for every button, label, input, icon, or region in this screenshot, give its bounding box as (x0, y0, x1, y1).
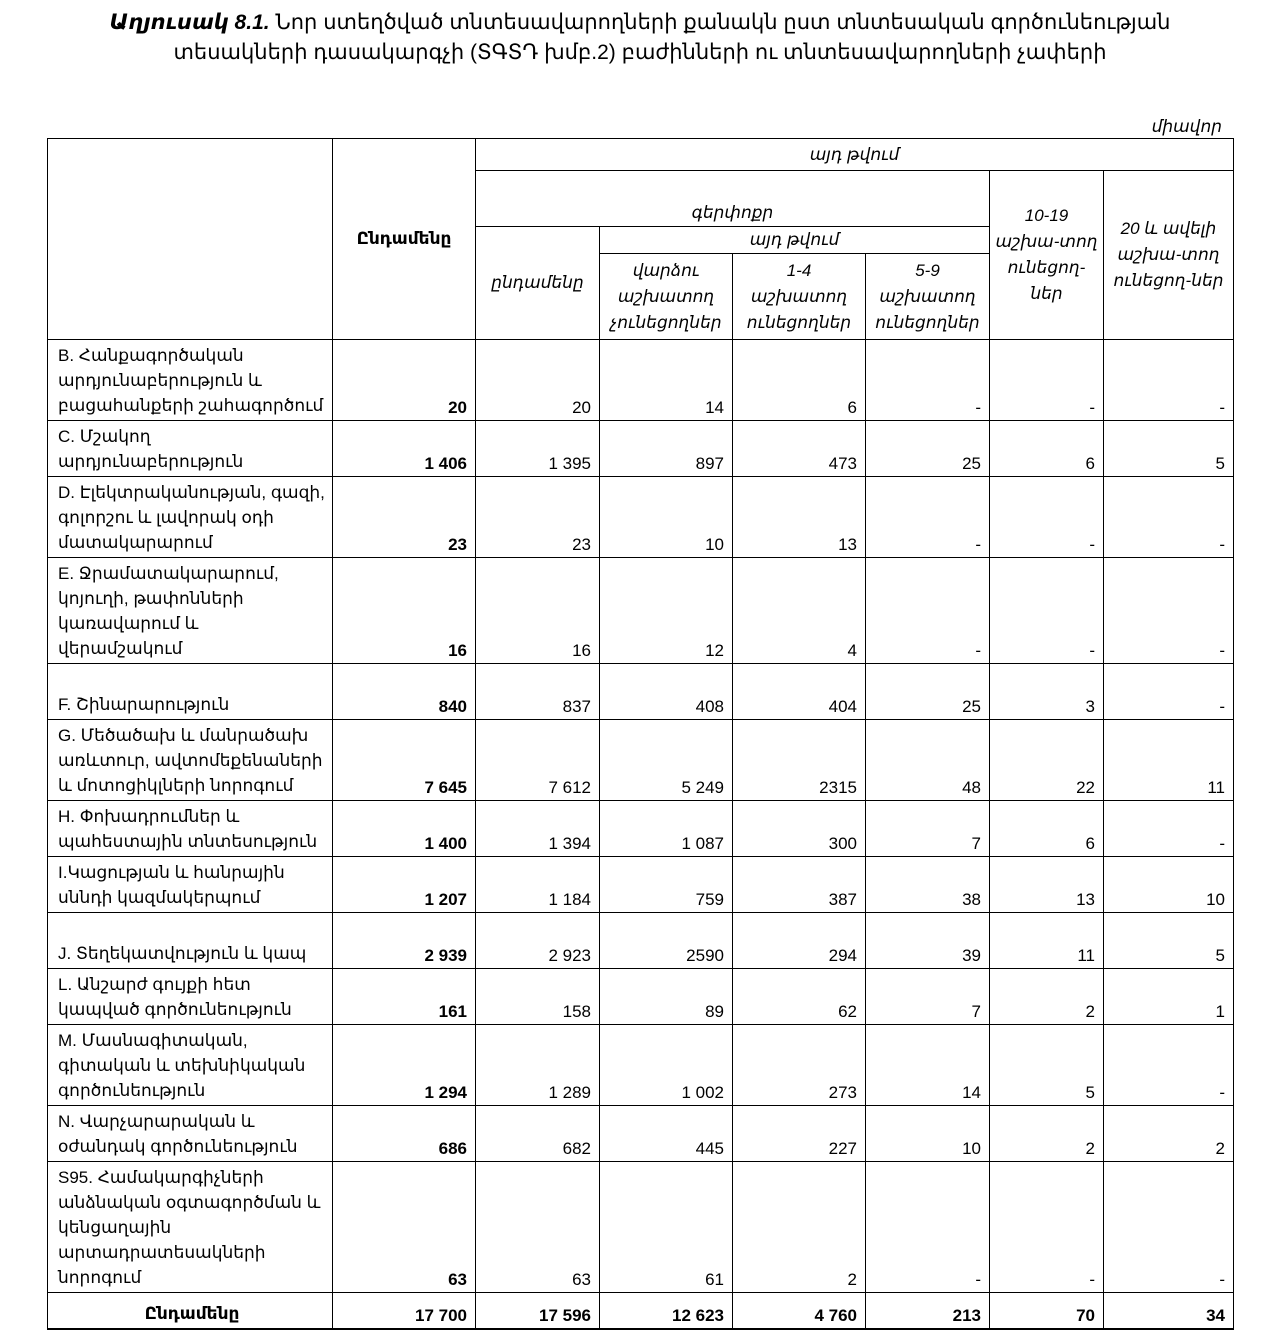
cell-total: 161 (333, 969, 476, 1025)
cell-micro-total: 1 184 (476, 857, 600, 913)
grand-total-micro-total: 17 596 (476, 1293, 600, 1330)
cell-total: 63 (333, 1162, 476, 1293)
cell-10-19: 2 (990, 1106, 1104, 1162)
cell-total: 1 406 (333, 421, 476, 477)
cell-10-19: 5 (990, 1025, 1104, 1106)
cell-no-employees: 10 (600, 477, 733, 558)
cell-no-employees: 89 (600, 969, 733, 1025)
header-10-19: 10-19 աշխա-տող ունեցող-ներ (990, 171, 1104, 340)
table-row (48, 801, 1234, 857)
cell-micro-total: 7 612 (476, 720, 600, 801)
cell-micro-total: 63 (476, 1162, 600, 1293)
cell-1-4: 2 (733, 1162, 866, 1293)
cell-20-plus: - (1104, 340, 1234, 421)
row-label: F. Շինարարություն (48, 664, 333, 720)
cell-1-4: 473 (733, 421, 866, 477)
table-row (48, 1162, 1234, 1293)
cell-no-employees: 61 (600, 1162, 733, 1293)
cell-no-employees: 5 249 (600, 720, 733, 801)
cell-20-plus: 2 (1104, 1106, 1234, 1162)
cell-total: 16 (333, 558, 476, 664)
cell-5-9: - (866, 1162, 990, 1293)
table-number: Աղյուսակ 8.1. (109, 11, 270, 34)
cell-10-19: - (990, 558, 1104, 664)
header-blank (48, 139, 333, 340)
cell-10-19: - (990, 1162, 1104, 1293)
cell-1-4: 62 (733, 969, 866, 1025)
grand-total-label: Ընդամենը (48, 1293, 333, 1330)
cell-1-4: 13 (733, 477, 866, 558)
header-total: Ընդամենը (333, 139, 476, 340)
grand-total-20-plus: 34 (1104, 1293, 1234, 1330)
table-row (48, 913, 1234, 969)
row-label: M. Մասնագիտական, գիտական և տեխնիկական գործունեություն (48, 1025, 333, 1106)
row-label: C. Մշակող արդյունաբերություն (48, 421, 333, 477)
grand-total-total: 17 700 (333, 1293, 476, 1330)
cell-20-plus: 11 (1104, 720, 1234, 801)
grand-total-row (48, 1293, 1234, 1330)
cell-no-employees: 1 087 (600, 801, 733, 857)
cell-5-9: - (866, 340, 990, 421)
cell-total: 840 (333, 664, 476, 720)
cell-20-plus: 10 (1104, 857, 1234, 913)
cell-micro-total: 682 (476, 1106, 600, 1162)
cell-5-9: 7 (866, 801, 990, 857)
row-label: J. Տեղեկատվություն և կապ (48, 913, 333, 969)
cell-no-employees: 445 (600, 1106, 733, 1162)
cell-1-4: 6 (733, 340, 866, 421)
cell-20-plus: - (1104, 664, 1234, 720)
cell-1-4: 387 (733, 857, 866, 913)
header-of-which: այդ թվում (476, 139, 1234, 171)
table-caption: Նոր ստեղծված տնտեսավարողների քանակն ըստ տնտեսական գործունեության տեսակների դասակարգչի (ՏԳՏԴ խմբ.2) բաժինների ու տնտեսավարողների չափերի (173, 11, 1171, 64)
header-of-which-micro: այդ թվում (600, 227, 990, 254)
header-5-9: 5-9 աշխատող ունեցողներ (866, 254, 990, 340)
table-row (48, 720, 1234, 801)
cell-1-4: 404 (733, 664, 866, 720)
cell-10-19: 6 (990, 421, 1104, 477)
grand-total-no-employees: 12 623 (600, 1293, 733, 1330)
cell-no-employees: 1 002 (600, 1025, 733, 1106)
table-row (48, 477, 1234, 558)
cell-total: 2 939 (333, 913, 476, 969)
grand-total-1-4: 4 760 (733, 1293, 866, 1330)
cell-5-9: - (866, 558, 990, 664)
table-row (48, 340, 1234, 421)
table-row (48, 1106, 1234, 1162)
cell-micro-total: 16 (476, 558, 600, 664)
table-title (60, 8, 1220, 68)
cell-20-plus: 5 (1104, 421, 1234, 477)
cell-micro-total: 2 923 (476, 913, 600, 969)
cell-no-employees: 12 (600, 558, 733, 664)
cell-5-9: 38 (866, 857, 990, 913)
row-label: L. Անշարժ գույքի հետ կապված գործունեություն (48, 969, 333, 1025)
cell-10-19: - (990, 477, 1104, 558)
cell-20-plus: - (1104, 1162, 1234, 1293)
row-label: G. Մեծածախ և մանրածախ առևտուր, ավտոմեքենաների և մոտոցիկլների նորոգում (48, 720, 333, 801)
header-micro-total: ընդամենը (476, 227, 600, 340)
cell-total: 7 645 (333, 720, 476, 801)
table-row (48, 1025, 1234, 1106)
row-label: B. Հանքագործական արդյունաբերություն և բացահանքերի շահագործում (48, 340, 333, 421)
cell-no-employees: 14 (600, 340, 733, 421)
table-row (48, 421, 1234, 477)
cell-10-19: 2 (990, 969, 1104, 1025)
cell-1-4: 4 (733, 558, 866, 664)
cell-micro-total: 1 395 (476, 421, 600, 477)
cell-micro-total: 1 289 (476, 1025, 600, 1106)
cell-total: 23 (333, 477, 476, 558)
cell-1-4: 273 (733, 1025, 866, 1106)
grand-total-5-9: 213 (866, 1293, 990, 1330)
row-label: S95. Համակարգիչների անձնական օգտագործման և կենցաղային արտադրատեսակների նորոգում (48, 1162, 333, 1293)
row-label: E. Ջրամատակարարում, կոյուղի, թափոնների կառավարում և վերամշակում (48, 558, 333, 664)
cell-micro-total: 23 (476, 477, 600, 558)
cell-total: 20 (333, 340, 476, 421)
cell-10-19: 6 (990, 801, 1104, 857)
cell-5-9: 7 (866, 969, 990, 1025)
data-table (47, 138, 1234, 1330)
cell-5-9: 48 (866, 720, 990, 801)
cell-no-employees: 408 (600, 664, 733, 720)
cell-1-4: 227 (733, 1106, 866, 1162)
cell-micro-total: 20 (476, 340, 600, 421)
cell-no-employees: 759 (600, 857, 733, 913)
unit-label: միավոր (1151, 117, 1222, 136)
cell-20-plus: - (1104, 477, 1234, 558)
table-row (48, 857, 1234, 913)
cell-5-9: 25 (866, 421, 990, 477)
cell-10-19: 3 (990, 664, 1104, 720)
cell-total: 1 207 (333, 857, 476, 913)
cell-1-4: 300 (733, 801, 866, 857)
cell-20-plus: - (1104, 801, 1234, 857)
cell-10-19: 13 (990, 857, 1104, 913)
header-no-employees: վարձու աշխատող չունեցողներ (600, 254, 733, 340)
table-row (48, 969, 1234, 1025)
row-label: H. Փոխադրումներ և պահեստային տնտեսություն (48, 801, 333, 857)
cell-no-employees: 2590 (600, 913, 733, 969)
cell-10-19: - (990, 340, 1104, 421)
cell-1-4: 2315 (733, 720, 866, 801)
row-label: I.Կացության և հանրային սննդի կազմակերպում (48, 857, 333, 913)
cell-total: 1 294 (333, 1025, 476, 1106)
grand-total-10-19: 70 (990, 1293, 1104, 1330)
cell-micro-total: 837 (476, 664, 600, 720)
cell-total: 686 (333, 1106, 476, 1162)
cell-micro-total: 1 394 (476, 801, 600, 857)
cell-10-19: 11 (990, 913, 1104, 969)
table-row (48, 558, 1234, 664)
cell-5-9: 14 (866, 1025, 990, 1106)
cell-20-plus: 1 (1104, 969, 1234, 1025)
cell-20-plus: 5 (1104, 913, 1234, 969)
cell-1-4: 294 (733, 913, 866, 969)
row-label: N. Վարչարարական և օժանդակ գործունեություն (48, 1106, 333, 1162)
header-20-plus: 20 և ավելի աշխա-տող ունեցող-ներ (1104, 171, 1234, 340)
cell-10-19: 22 (990, 720, 1104, 801)
cell-5-9: 25 (866, 664, 990, 720)
cell-20-plus: - (1104, 558, 1234, 664)
header-micro: գերփոքր (476, 171, 990, 227)
cell-5-9: 39 (866, 913, 990, 969)
cell-micro-total: 158 (476, 969, 600, 1025)
header-1-4: 1-4 աշխատող ունեցողներ (733, 254, 866, 340)
cell-5-9: - (866, 477, 990, 558)
cell-total: 1 400 (333, 801, 476, 857)
cell-20-plus: - (1104, 1025, 1234, 1106)
cell-no-employees: 897 (600, 421, 733, 477)
row-label: D. Էլեկտրականության, գազի, գոլորշու և լավորակ օդի մատակարարում (48, 477, 333, 558)
table-row (48, 664, 1234, 720)
cell-5-9: 10 (866, 1106, 990, 1162)
